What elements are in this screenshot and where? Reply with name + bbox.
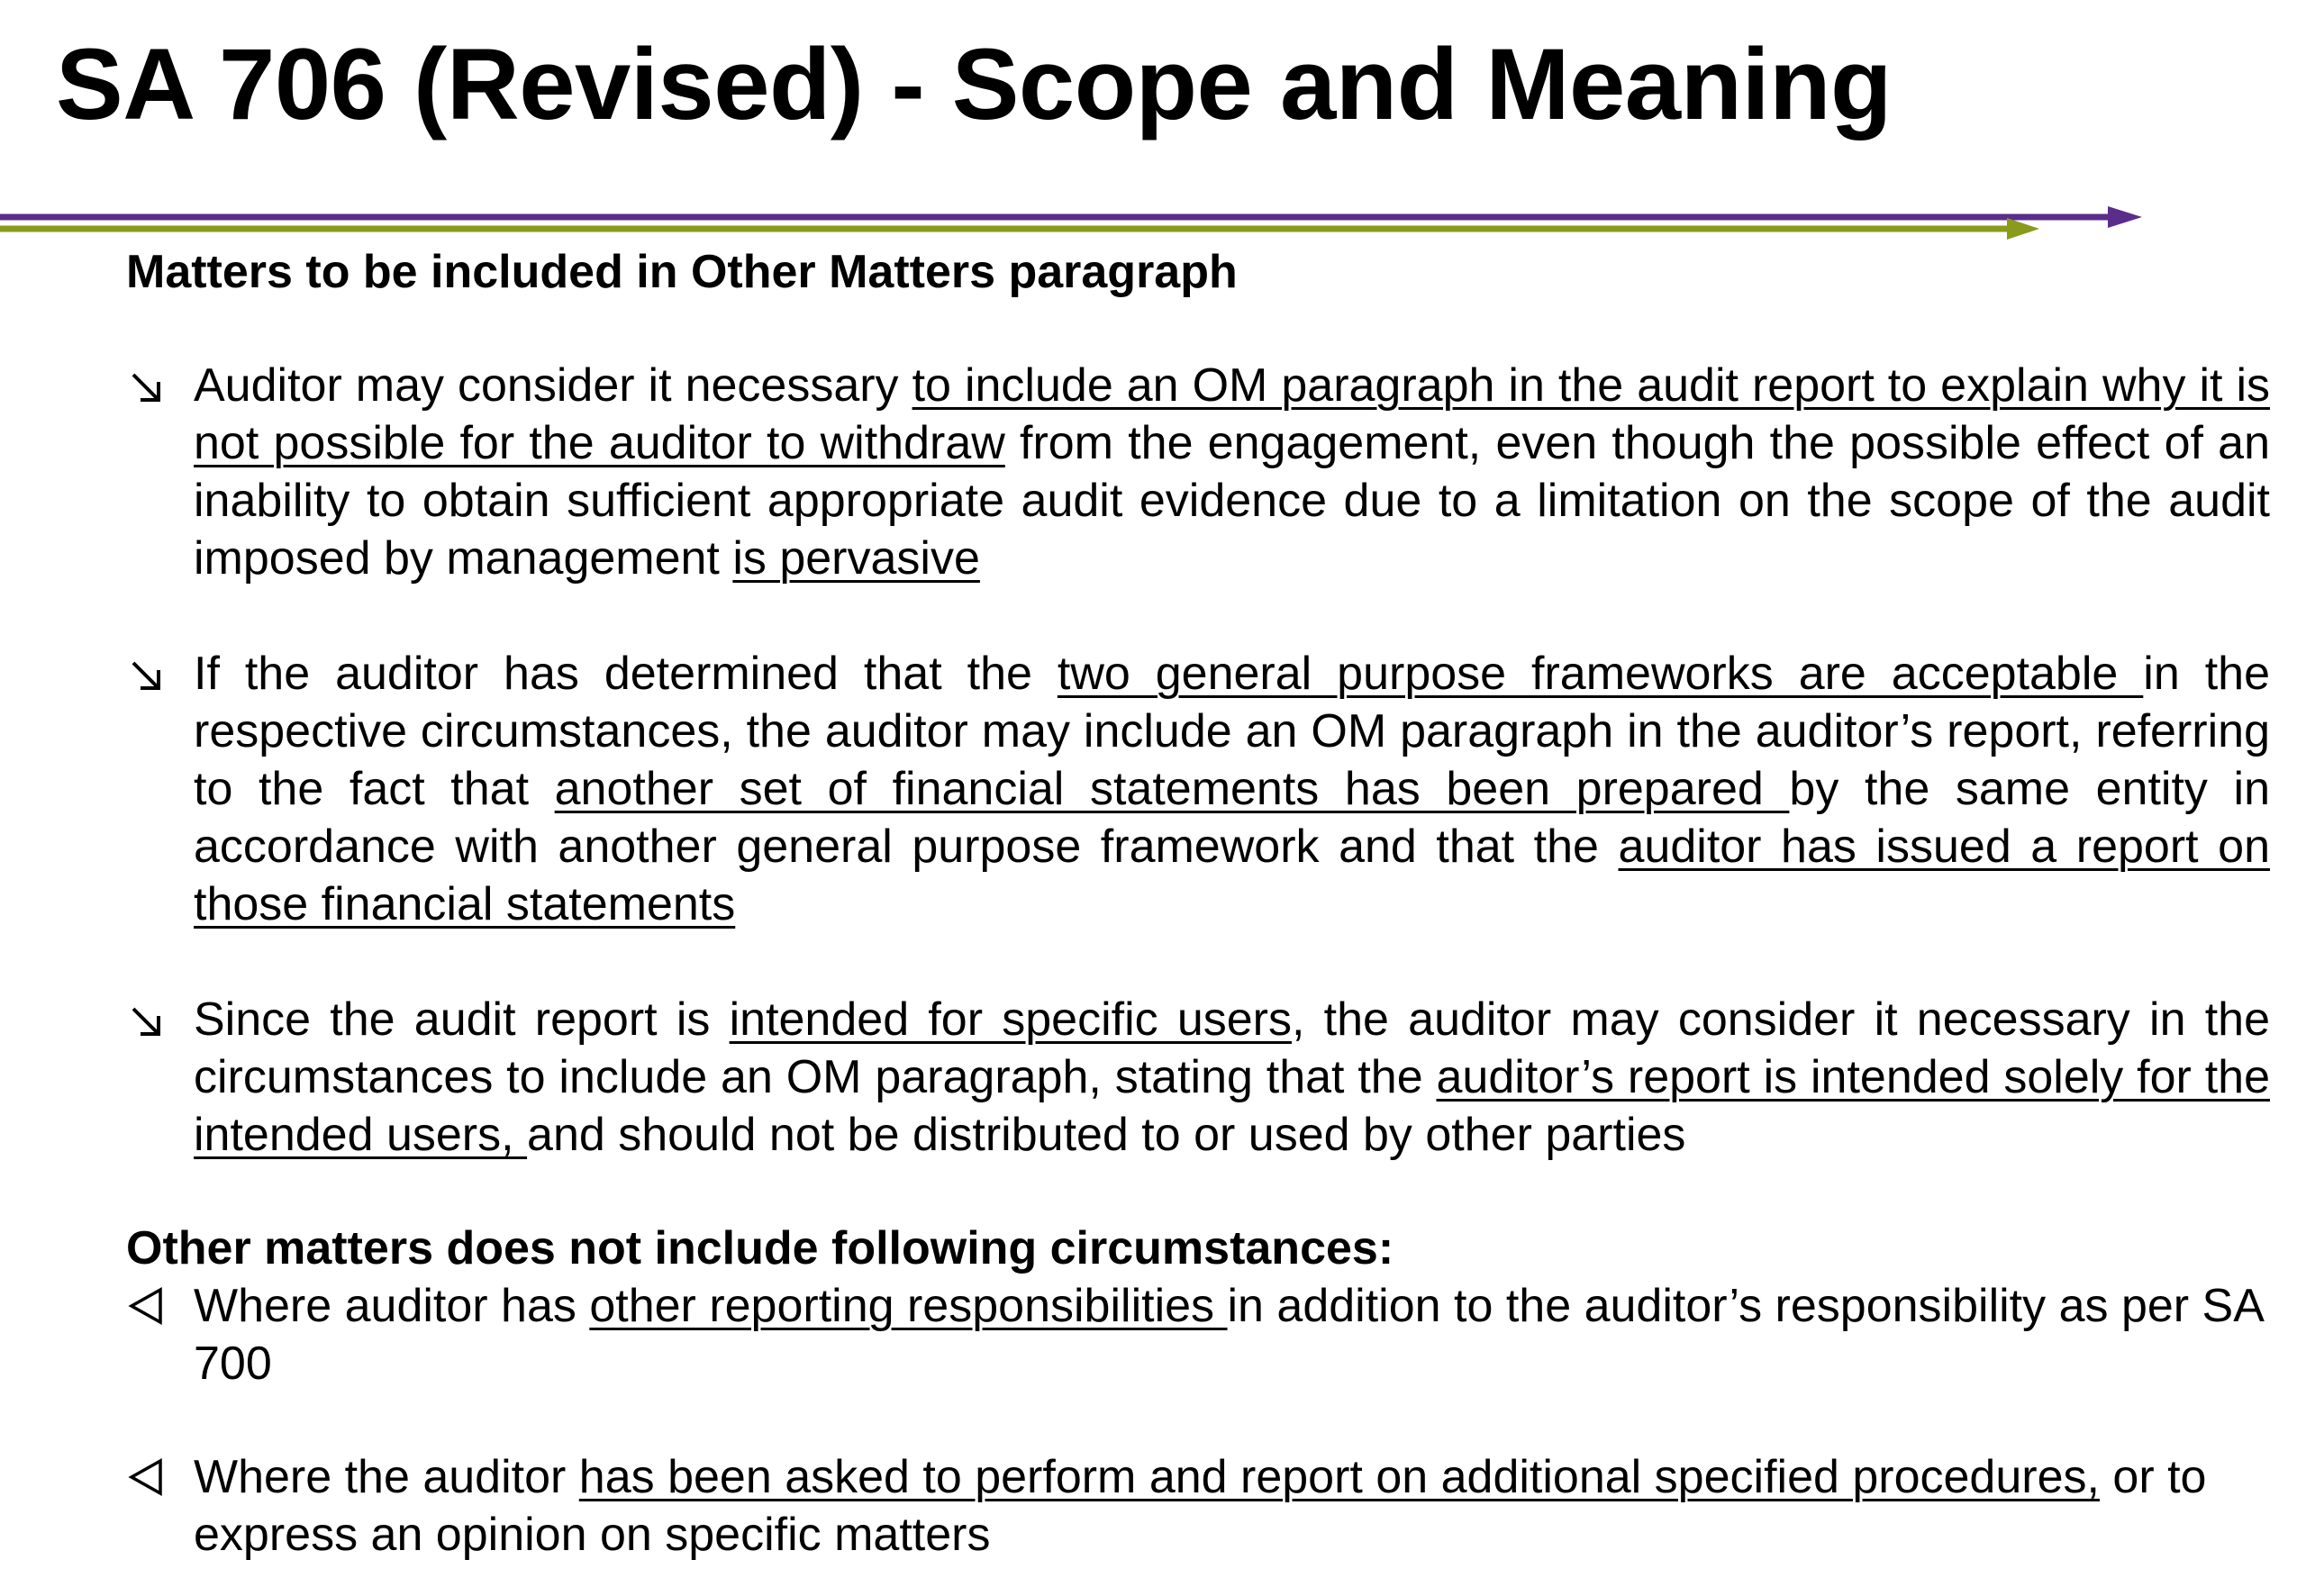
south-east-arrow-icon <box>126 991 171 1048</box>
olive-arrow-head <box>2007 218 2039 240</box>
section-heading-include: Matters to be included in Other Matters paragraph <box>126 246 1238 298</box>
list-item: Where auditor has other reporting responsibilities in addition to the auditor’s responsibility as per SA 700 <box>126 1277 2270 1392</box>
slide-content <box>126 243 2270 1564</box>
list-item: Auditor may consider it necessary to include an OM paragraph in the audit report to explain why it is not possible for the auditor to withdraw from the engagement, even though the possible effect of an inability to obtain sufficient appropriate audit evidence due to a limitation on the scope of the audit imposed by management is pervasive <box>126 357 2270 587</box>
south-east-arrow-icon <box>126 357 171 414</box>
section-heading-exclude: Other matters does not include following circumstances: <box>126 1222 1394 1274</box>
list-item: Where the auditor has been asked to perform and report on additional specified procedures, or to express an opinion on specific matters <box>126 1448 2270 1564</box>
purple-arrow-head <box>2108 206 2142 228</box>
south-east-arrow-icon <box>126 645 171 703</box>
left-triangle-outline-icon <box>126 1277 171 1335</box>
list-item: Since the audit report is intended for specific users, the auditor may consider it necessary in the circumstances to include an OM paragraph, stating that the auditor’s report is intended solely for the intended users, and should not be distributed to or used by other parties <box>126 991 2270 1164</box>
header-arrows-divider <box>0 202 2162 243</box>
left-triangle-outline-icon <box>126 1448 171 1506</box>
list-item: If the auditor has determined that the two general purpose frameworks are acceptable in the respective circumstances, the auditor may include an OM paragraph in the auditor’s report, referring to the fact that another set of financial statements has been prepared by the same entity in accordance with another general purpose framework and that the auditor has issued a report on those financial statements <box>126 645 2270 933</box>
slide-title: SA 706 (Revised) - Scope and Meaning <box>56 28 1892 141</box>
